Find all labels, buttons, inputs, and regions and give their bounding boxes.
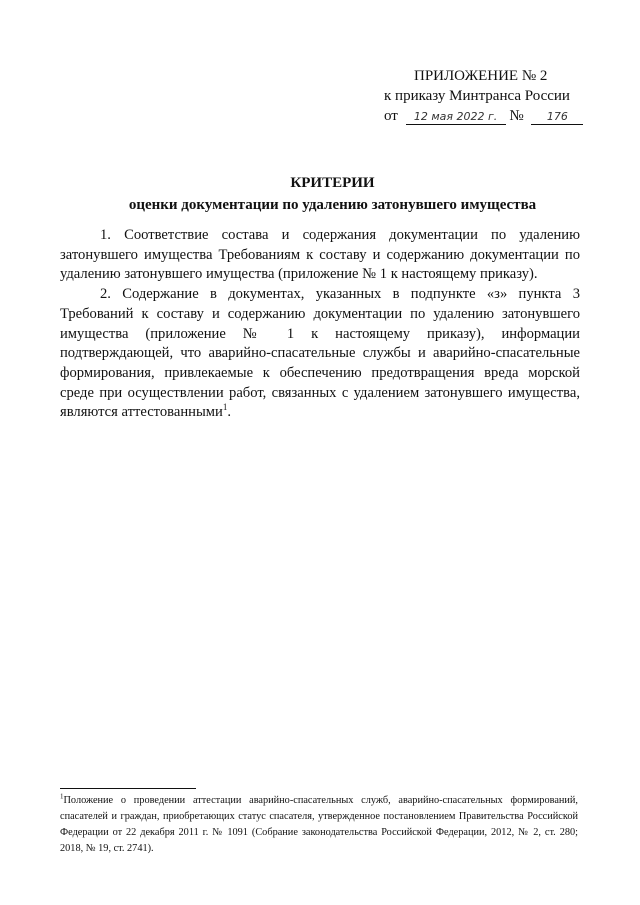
- handwritten-order-number: 176: [531, 110, 583, 125]
- criterion-paragraph-1: [60, 226, 580, 285]
- appendix-label: ПРИЛОЖЕНИЕ № 2: [414, 68, 548, 84]
- from-label: от: [384, 108, 398, 124]
- footnote-reference: 1: [222, 402, 228, 413]
- footnote-divider: [60, 788, 196, 789]
- criterion-2-tail: .: [227, 404, 231, 421]
- order-reference: к приказу Минтранса России: [384, 88, 570, 104]
- footnote-text: Положение о проведении аттестации аварийно-спасательных служб, аварийно-спасательных формирований, спасателей и граждан, приобретающих статус спасателя, утвержденное постановлением Правительства Российской Федерации от 22 декабря 2011 г. № 1091 (Собрание законодательства Российской Федерации, 2012, № 2, ст. 280; 2018, № 19, ст. 2741).: [60, 795, 578, 854]
- footnote-mark: 1: [60, 792, 64, 801]
- appendix-header: [384, 66, 584, 126]
- criteria-body: [60, 226, 580, 423]
- footnote: [60, 793, 578, 857]
- criterion-2-text: 2. Содержание в документах, указанных в подпункте «з» пункта 3 Требований к составу и содержанию документации по удалению затонувшего имущества (приложение № 1 к настоящему приказу), информации подтверждающей, что аварийно-спасательные службы и аварийно-спасательные формирования, привлекаемые к обеспечению предотвращения вреда морской среде при осуществлении работ, связанных с удалением затонувшего имущества, являются аттестованными: [60, 286, 580, 421]
- handwritten-date: 12 мая 2022 г.: [406, 110, 506, 125]
- document-title: [60, 172, 605, 216]
- order-date-line: [384, 106, 584, 126]
- number-label: №: [509, 108, 524, 124]
- title-subheading: оценки документации по удалению затонувшего имущества: [128, 197, 537, 213]
- criterion-paragraph-2: [60, 285, 580, 423]
- criterion-1-text: 1. Соответствие состава и содержания документации по удалению затонувшего имущества Требованиям к составу и содержанию документации по удалению затонувшего имущества (приложение № 1 к настоящему приказу).: [60, 227, 580, 283]
- title-heading: КРИТЕРИИ: [290, 175, 375, 191]
